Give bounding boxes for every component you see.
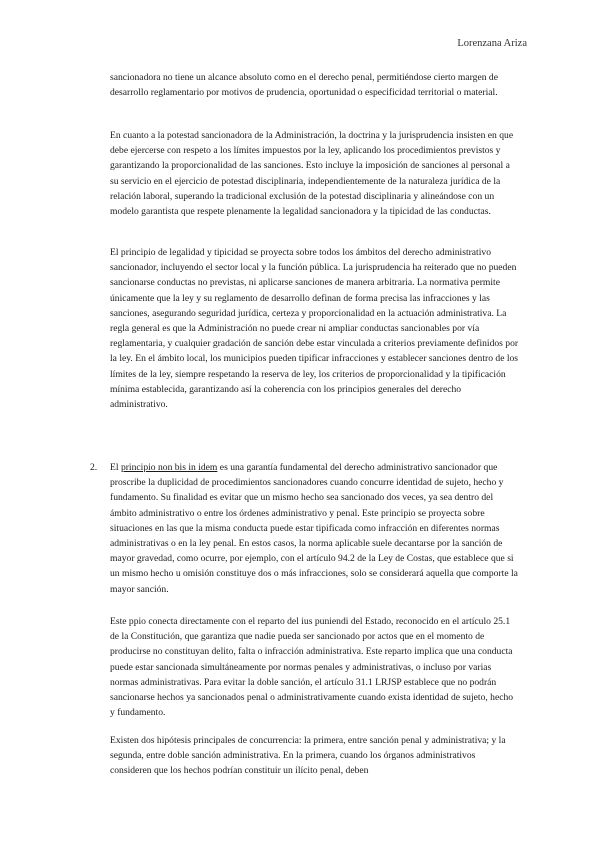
list-item-number: 2. [90,462,98,473]
paragraph-hipotesis-concurrencia: Existen dos hipótesis principales de concurrencia: la primera, entre sanción penal y administrativa; y la segunda, entre doble sanción administrativa. En la primera, cuando los órganos administrativos consideren que los hechos podrían constituir un ilícito penal, deben [110,735,506,777]
paragraph-ius-puniendi: Este ppio conecta directamente con el reparto del ius puniendi del Estado, reconocido en el artículo 25.1 de la Constitución, que garantiza que nadie pueda ser sancionado por actos que en el momento de producirse no constituyan delito, falta o infracción administrativa. Este reparto implica que una conducta puede estar sancionada simultáneamente por normas penales y administrativas, o incluso por varias normas administrativas. Para evitar la doble sanción, el artículo 31.1 LRJSP establece que no podrán sancionarse hechos ya sancionados penal o administrativamente cuando exista identidad de sujeto, hecho y fundamento. [110,616,514,719]
paragraph-continuation: sancionadora no tiene un alcance absoluto como en el derecho penal, permitiéndose cierto margen de desarrollo reglamentario por motivos de prudencia, oportunidad o especificidad territorial o material. [110,72,498,99]
item-body-text: es una garantía fundamental del derecho administrativo sancionador que proscribe la duplicidad de procedimientos sancionadores cuando concurre identidad de sujeto, hecho y fundamento. Su finalidad es evitar que un mismo hecho sea sancionado dos veces, ya sea dentro del ámbito administrativo o entre los órdenes administrativo y penal. Este principio se proyecta sobre situaciones en las que la misma conducta puede estar tipificada como infracción en diferentes normas administrativas o en la ley penal. En estos casos, la norma aplicable suele decantarse por la sanción de mayor gravedad, como ocurre, por ejemplo, con el artículo 94.2 de la Ley de Costas, que establece que si un mismo hecho u omisión constituye dos o más infracciones, solo se considerará aquella que comporte la mayor sanción. [110,462,518,595]
item-intro-text: El [110,462,121,473]
paragraph-legalidad-tipicidad: El principio de legalidad y tipicidad se proyecta sobre todos los ámbitos del derecho administrativo sancionador, incluyendo el sector local y la función pública. La jurisprudencia ha reiterado que no pueden sancionarse conductas no previstas, ni aplicarse sanciones de manera arbitraria. La normativa permite únicamente que la ley y su reglamento de desarrollo definan de forma precisa las infracciones y las sanciones, asegurando seguridad jurídica, certeza y proporcionalidad en la actuación administrativa. La regla general es que la Administración no puede crear ni ampliar conductas sancionables por vía reglamentaria, y cualquier gradación de sanción debe estar vinculada a criterios previamente definidos por la ley. En el ámbito local, los municipios pueden tipificar infracciones y establecer sanciones dentro de los límites de la ley, siempre respetando la reserva de ley, los criterios de proporcionalidad y la tipificación mínima establecida, garantizando así la coherencia con los principios generales del derecho administrativo. [110,247,519,411]
page-header-author: Lorenzana Ariza [457,38,527,49]
list-item-non-bis-in-idem [110,460,519,597]
paragraph-potestad-sancionadora: En cuanto a la potestad sancionadora de la Administración, la doctrina y la jurisprudencia insisten en que debe ejercerse con respeto a los límites impuestos por la ley, aplicando los procedimientos previstos y garantizando la proporcionalidad de las sanciones. Esto incluye la imposición de sanciones al personal a su servicio en el ejercicio de potestad disciplinaria, independientemente de la naturaleza jurídica de la relación laboral, superando la tradicional exclusión de la potestad disciplinaria y alineándose con un modelo garantista que respete plenamente la legalidad sancionadora y la tipicidad de las conductas. [110,130,514,218]
underlined-term: principio non bis in idem [120,462,218,473]
